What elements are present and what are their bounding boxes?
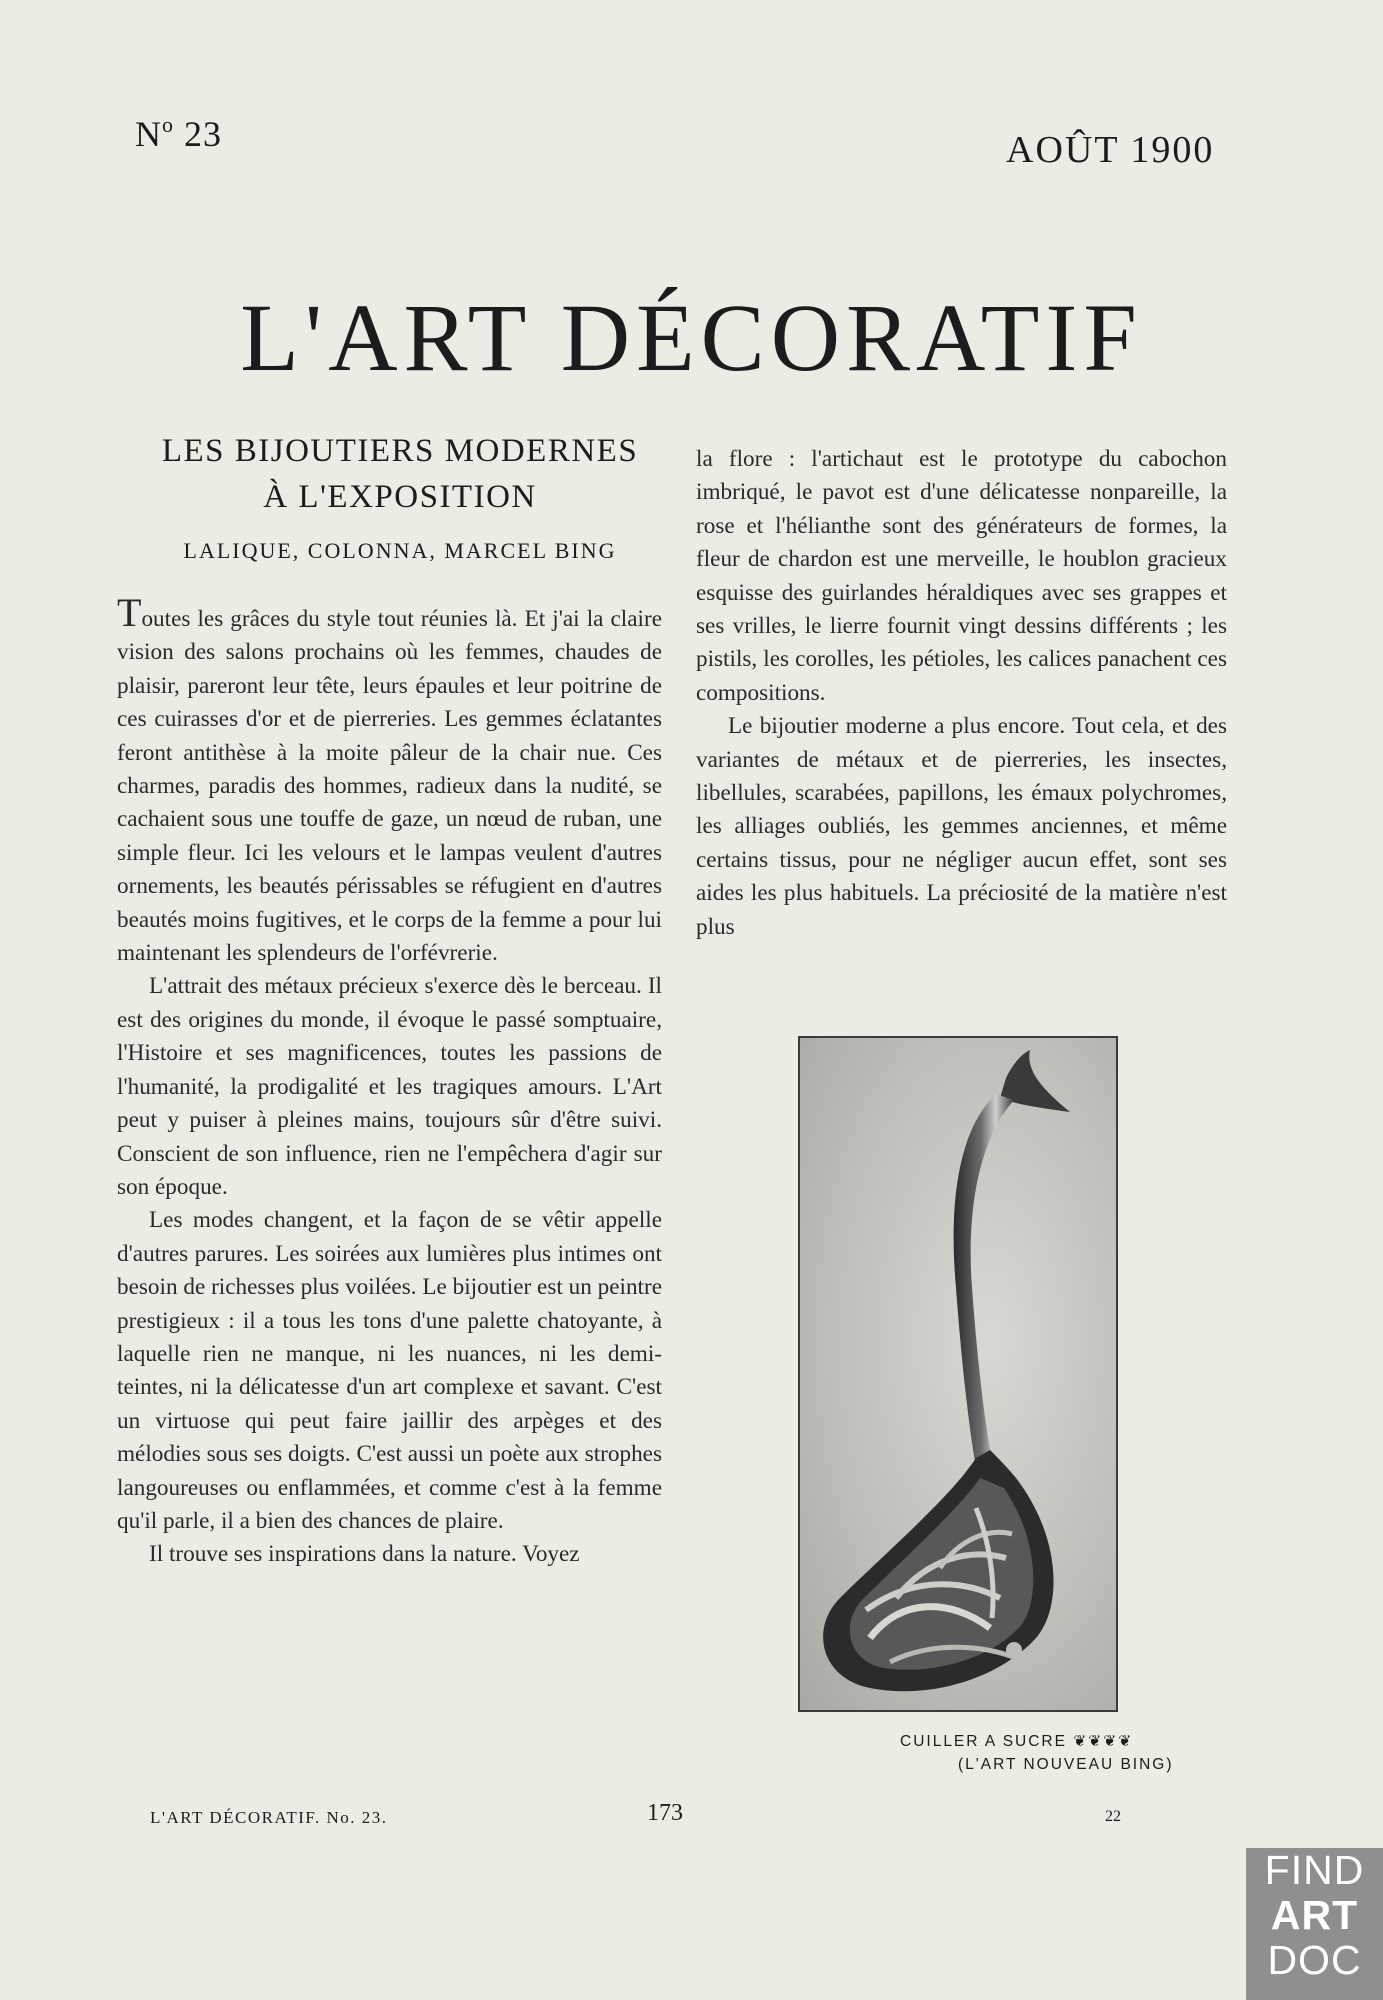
figure-caption: CUILLER A SUCRE ❦❦❦❦: [900, 1733, 1134, 1750]
text-column-left: [117, 590, 662, 1572]
issue-value: 23: [184, 114, 222, 154]
page-number: 173: [647, 1800, 683, 1826]
watermark-line-1: FIND: [1264, 1847, 1365, 1893]
text-column-right: [696, 443, 1227, 944]
paragraph: Il trouve ses inspirations dans la nature. Voyez: [149, 1541, 580, 1568]
issue-prefix: N: [135, 114, 162, 154]
paragraph: Les modes changent, et la façon de se vêtir appelle d'autres parures. Les soirées aux lumières plus intimes ont besoin de richesses plus voilées. Le bijoutier est un peintre prestigieux : il a tous les tons d'une palette chatoyante, à laquelle rien ne manque, ni les nuances, ni les demi-teintes, ni la délicatesse d'un art complexe et savant. C'est un virtuose qui peut faire jaillir des arpèges et des mélodies sous ses doigts. C'est aussi un poète aux strophes langoureuses ou enflammées, et comme c'est à la femme qu'il parle, il a bien des chances de plaire.: [117, 1207, 662, 1534]
issue-superscript: o: [162, 112, 174, 137]
sheet-number: 22: [1105, 1808, 1121, 1825]
figure-caption-source: (L'ART NOUVEAU BING): [958, 1756, 1174, 1773]
sugar-spoon-illustration: [800, 1038, 1116, 1710]
spoon-photograph: [798, 1036, 1118, 1712]
issue-date: AOÛT 1900: [1006, 129, 1215, 171]
findartdoc-watermark-logo: [1246, 1848, 1383, 2000]
footer-journal: L'ART DÉCORATIF. No. 23.: [150, 1808, 388, 1827]
article-title: [120, 428, 680, 520]
paragraph: la flore : l'artichaut est le prototype du cabochon imbriqué, le pavot est d'une délicatesse nonpareille, la rose et l'hélianthe sont des générateurs de formes, la fleur de chardon est une merveille, le houblon gracieux esquisse des guirlandes héraldiques avec ses grappes et ses vrilles, le lierre fournit vingt dessins différents ; les pistils, les corolles, les pétioles, les calices panachent ces compositions.: [696, 446, 1227, 706]
paragraph: L'attrait des métaux précieux s'exerce dès le berceau. Il est des origines du monde, il évoque le passé somptuaire, l'Histoire et ses magnificences, toutes les passions de l'humanité, la prodigalité et les tragiques amours. L'Art peut y puiser à pleines mains, toujours sûr d'être suivi. Conscient de son influence, rien ne l'empêchera d'agir sur son époque.: [117, 973, 662, 1200]
watermark-line-3: DOC: [1267, 1937, 1362, 1983]
paragraph: [117, 590, 662, 970]
article-title-line-2: À L'EXPOSITION: [263, 479, 537, 515]
watermark-line-2: ART: [1270, 1892, 1359, 1938]
paragraph: Le bijoutier moderne a plus encore. Tout cela, et des variantes de métaux et de pierreries, les insectes, libellules, scarabées, papillons, les émaux polychromes, les alliages oubliés, les gemmes anciennes, et même certains tissus, pour ne négliger aucun effet, sont ses aides les plus habituels. La préciosité de la matière n'est plus: [696, 713, 1227, 940]
issue-number: [135, 112, 222, 155]
drop-cap: T: [117, 590, 142, 635]
masthead-title: L'ART DÉCORATIF: [240, 284, 1143, 391]
article-title-line-1: LES BIJOUTIERS MODERNES: [161, 433, 639, 469]
article-subtitle: LALIQUE, COLONNA, MARCEL BING: [183, 538, 617, 563]
paragraph-text: outes les grâces du style tout réunies là. Et j'ai la claire vision des salons prochains où les femmes, chaudes de plaisir, pareront leur tête, leurs épaules et leur poitrine de ces cuirasses d'or et de pierreries. Les gemmes éclatantes feront antithèse à la moite pâleur de la chair nue. Ces charmes, paradis des hommes, radieux dans la nudité, se cachaient sous une touffe de gaze, un nœud de ruban, une simple fleur. Ici les velours et le lampas veulent d'autres ornements, les beautés périssables se réfugient en d'autres beautés moins fugitives, et le corps de la femme a pour lui maintenant les splendeurs de l'orfévrerie.: [117, 606, 662, 967]
